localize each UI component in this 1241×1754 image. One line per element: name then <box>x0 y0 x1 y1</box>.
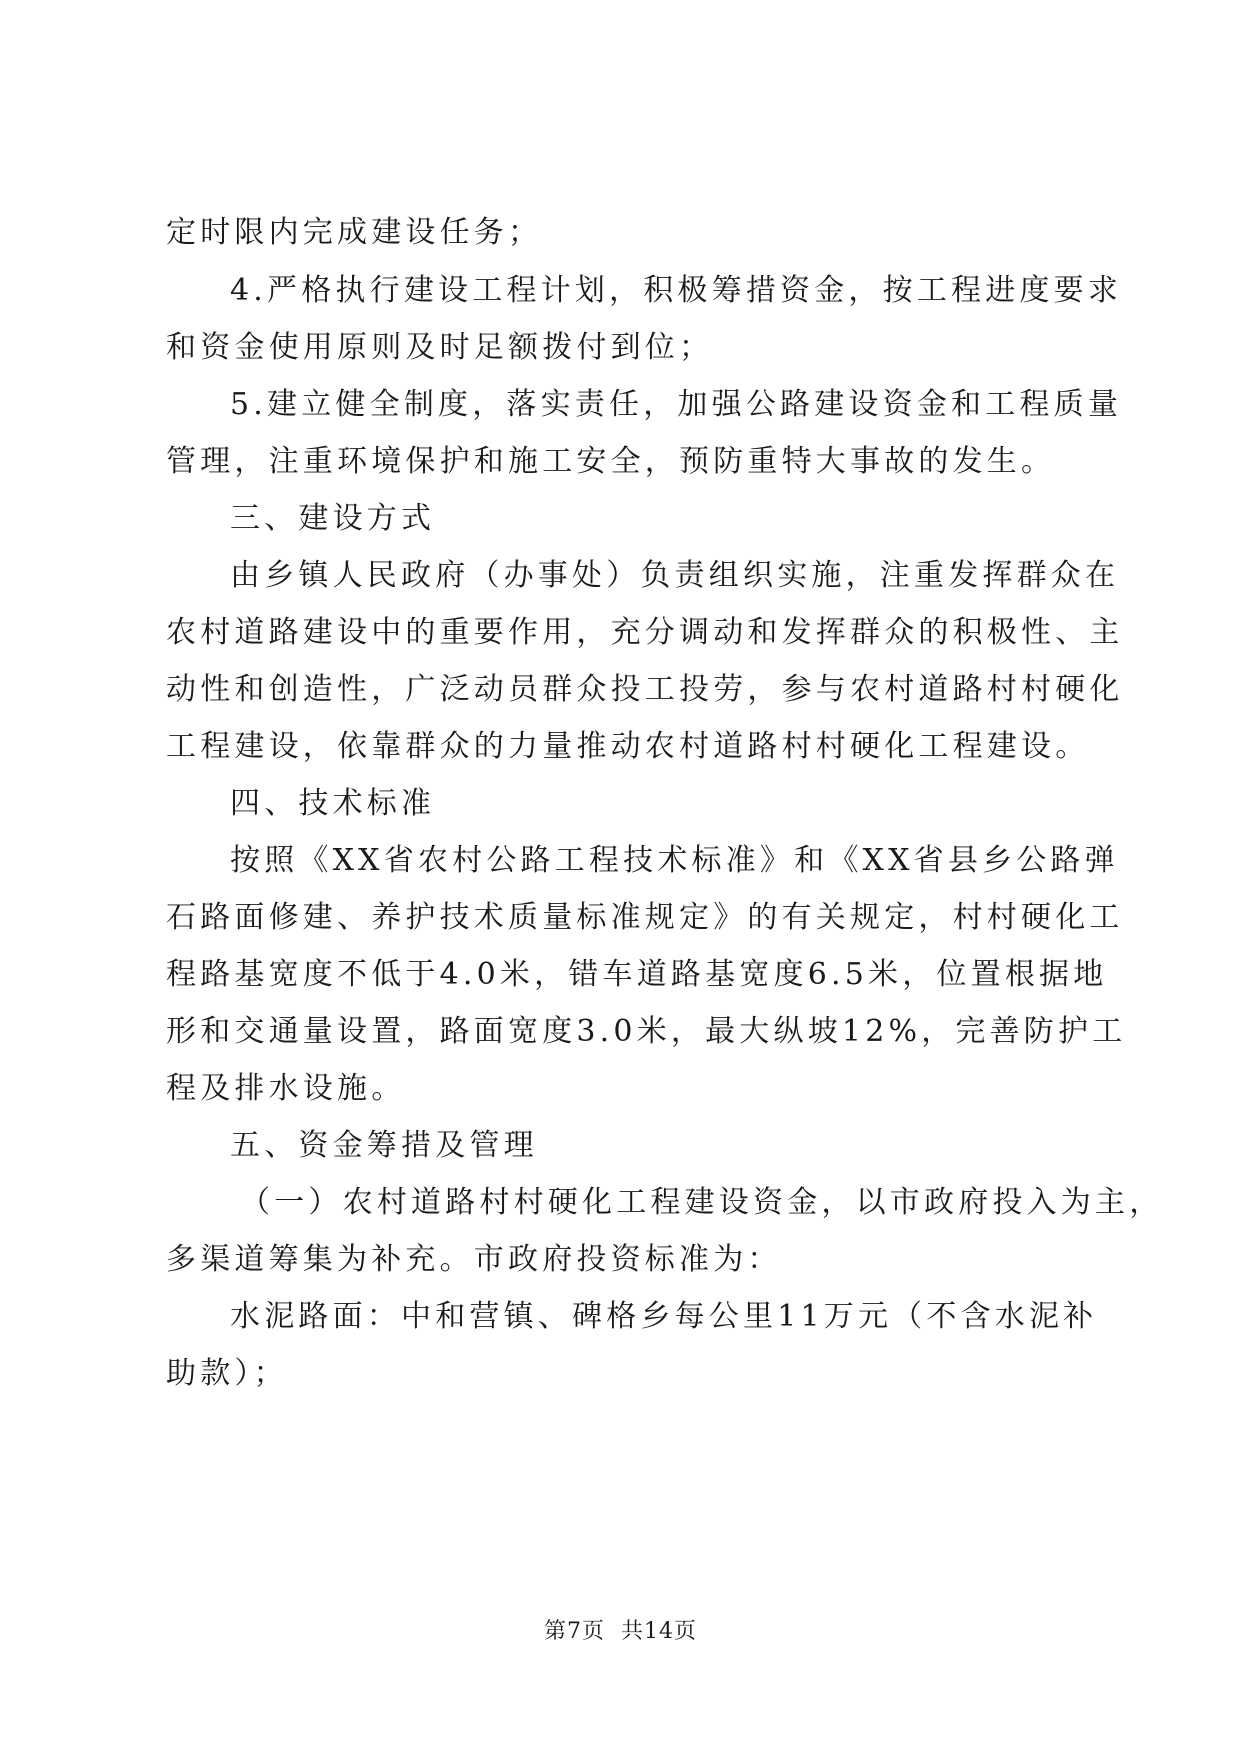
text-line: 按照《XX省农村公路工程技术标准》和《XX省县乡公路弹 <box>230 843 1119 878</box>
text-line: 助款）； <box>166 1356 288 1391</box>
text-line: 水泥路面：中和营镇、碑格乡每公里11万元（不含水泥补 <box>230 1299 1098 1334</box>
text-line: 4.严格执行建设工程计划，积极筹措资金，按工程进度要求 <box>230 273 1123 308</box>
text-line: （一）农村道路村村硬化工程建设资金，以市政府投入为主， <box>240 1185 1164 1220</box>
page-total: 共14页 <box>621 1619 697 1644</box>
text-line: 定时限内完成建设任务； <box>166 215 543 250</box>
text-line: 和资金使用原则及时足额拨付到位； <box>166 330 714 365</box>
text-line: 由乡镇人民政府（办事处）负责组织实施，注重发挥群众在 <box>230 558 1120 593</box>
text-line: 形和交通量设置，路面宽度3.0米，最大纵坡12%，完善防护工 <box>166 1014 1127 1049</box>
section-heading: 三、建设方式 <box>230 501 436 536</box>
page-number: 第7页 <box>544 1619 605 1644</box>
section-heading: 四、技术标准 <box>230 786 436 821</box>
section-heading: 五、资金筹措及管理 <box>230 1128 538 1163</box>
text-line: 程及排水设施。 <box>166 1071 406 1106</box>
text-line: 工程建设，依靠群众的力量推动农村道路村村硬化工程建设。 <box>166 729 1090 764</box>
text-line: 多渠道筹集为补充。市政府投资标准为： <box>166 1242 782 1277</box>
text-line: 动性和创造性，广泛动员群众投工投劳，参与农村道路村村硬化 <box>166 672 1124 707</box>
page-footer <box>0 1617 1241 1647</box>
text-line: 石路面修建、养护技术质量标准规定》的有关规定，村村硬化工 <box>166 900 1124 935</box>
text-line: 管理，注重环境保护和施工安全，预防重特大事故的发生。 <box>166 444 1056 479</box>
text-line: 农村道路建设中的重要作用，充分调动和发挥群众的积极性、主 <box>166 615 1124 650</box>
text-line: 5.建立健全制度，落实责任，加强公路建设资金和工程质量 <box>230 387 1123 422</box>
text-line: 程路基宽度不低于4.0米，错车道路基宽度6.5米，位置根据地 <box>166 957 1108 992</box>
